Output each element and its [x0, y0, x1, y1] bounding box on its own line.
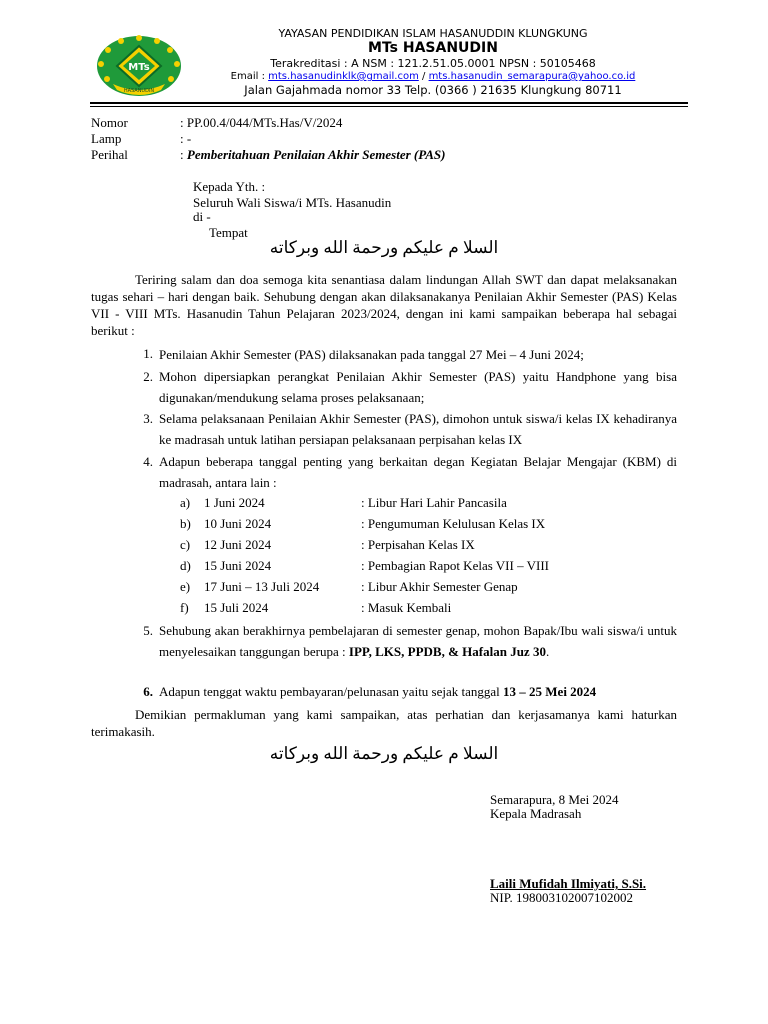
logo-subtext: HASANUDIN [123, 88, 155, 94]
item-text: Adapun tenggat waktu pembayaran/pelunasan yaitu sejak tanggal [159, 684, 500, 699]
date-description: : Perpisahan Kelas IX [361, 537, 475, 552]
item-number: 5. [143, 623, 153, 638]
item-text: Sehubung akan berakhirnya pembelajaran di semester genap, mohon Bapak/Ibu wali siswa/i untuk menyelesaikan tanggungan berupa : [159, 623, 677, 659]
date-description: : Masuk Kembali [361, 600, 452, 615]
recipient-line1: Kepada Yth. : [193, 179, 266, 194]
signatory-name: Laili Mufidah Ilmiyati, S.Si. [490, 876, 647, 891]
opening-paragraph: Teriring salam dan doa semoga kita senantiasa dalam lindungan Allah SWT dan dapat melaksanakan tugas sehari – hari dengan baik. Sehubung dengan akan dilaksanakanya Penilaian Akhir Semester (PAS) Kelas VII - VIII MTs. Hasanudin Tahun Pelajaran 2023/2024, dengan ini kami sampaikan beberapa hal sebagai berikut : [91, 272, 677, 338]
date-letter: b) [180, 516, 191, 531]
list-item: Mohon dipersiapkan perangkat Penilaian Akhir Semester (PAS) yaitu Handphone yang bisa digunakan/mendukung selama proses pelaksanaan; [159, 369, 677, 405]
perihal-value [180, 147, 445, 163]
date-letter: d) [180, 558, 191, 573]
date-letter: c) [180, 537, 191, 552]
address: Jalan Gajahmada nomor 33 Telp. (0366 ) 21635 Klungkung 80711 [244, 83, 622, 97]
lamp-label: Lamp [91, 131, 122, 146]
item-text-bold: 13 – 25 Mei 2024 [503, 684, 597, 699]
date-description: : Libur Hari Lahir Pancasila [361, 495, 507, 510]
date-value: 12 Juni 2024 [204, 537, 272, 552]
header-rule-thick [90, 102, 688, 104]
foundation-name: YAYASAN PENDIDIKAN ISLAM HASANUDDIN KLUNGKUNG [278, 27, 588, 40]
lamp-value: : - [180, 131, 192, 146]
header-rule-thin [90, 106, 688, 107]
list-item: Adapun beberapa tanggal penting yang berkaitan degan Kegiatan Belajar Mengajar (KBM) di madrasah, antara lain : [159, 454, 677, 490]
recipient-line4: Tempat [209, 225, 248, 240]
signatory-nip: NIP. 198003102007102002 [490, 890, 634, 905]
item-number: 3. [143, 411, 153, 426]
date-letter: a) [180, 495, 191, 510]
perihal-label: Perihal [91, 147, 128, 162]
date-value: 10 Juni 2024 [204, 516, 272, 531]
email-separator: / [422, 71, 426, 82]
school-name: MTs HASANUDIN [368, 40, 498, 56]
email-line [190, 71, 676, 82]
item-number: 6. [143, 684, 153, 699]
item-text-end: . [545, 644, 550, 659]
email-label: Email : [230, 71, 265, 82]
email-link-gmail[interactable]: mts.hasanudinklk@gmail.com [268, 71, 419, 82]
perihal-subject: Pemberitahuan Penilaian Akhir Semester (PAS) [186, 147, 446, 162]
date-letter: e) [180, 579, 191, 594]
perihal-colon: : [180, 147, 184, 162]
date-description: : Pengumuman Kelulusan Kelas IX [361, 516, 546, 531]
recipient-line3: di - [193, 209, 211, 224]
recipient-line2: Seluruh Wali Siswa/i MTs. Hasanudin [193, 195, 392, 210]
signatory-title: Kepala Madrasah [490, 806, 582, 821]
list-item [159, 681, 677, 702]
date-value: 15 Juni 2024 [204, 558, 272, 573]
date-value: 15 Juli 2024 [204, 600, 269, 615]
item-number: 4. [143, 454, 153, 469]
date-letter: f) [180, 600, 189, 615]
date-value: 17 Juni – 13 Juli 2024 [204, 579, 320, 594]
closing-paragraph: Demikian permakluman yang kami sampaikan, atas perhatian dan kerjasamanya kami haturkan terimakasih. [91, 707, 677, 739]
date-value: 1 Juni 2024 [204, 495, 265, 510]
email-link-yahoo[interactable]: mts.hasanudin_semarapura@yahoo.co.id [428, 71, 636, 82]
arabic-closing: السلا م عليكم ورحمة الله وبركاته [269, 744, 499, 763]
arabic-greeting: السلا م عليكم ورحمة الله وبركاته [269, 238, 499, 257]
school-logo [95, 34, 183, 98]
item-number: 1. [143, 346, 153, 361]
nomor-value: : PP.00.4/044/MTs.Has/V/2024 [180, 115, 343, 130]
date-description: : Pembagian Rapot Kelas VII – VIII [361, 558, 549, 573]
list-item: Selama pelaksanaan Penilaian Akhir Semester (PAS), dimohon untuk siswa/i kelas IX kehadiranya ke madrasah untuk latihan persiapan pelaksanaan perpisahan kelas IX [159, 411, 677, 447]
place-date: Semarapura, 8 Mei 2024 [490, 792, 619, 807]
accreditation: Terakreditasi : A NSM : 121.2.51.05.0001 NPSN : 50105468 [270, 57, 596, 70]
list-item: Penilaian Akhir Semester (PAS) dilaksanakan pada tanggal 27 Mei – 4 Juni 2024; [159, 347, 584, 362]
logo-text: MTs [128, 62, 150, 73]
date-description: : Libur Akhir Semester Genap [361, 579, 518, 594]
item-number: 2. [143, 369, 153, 384]
list-item [159, 620, 677, 662]
item-text-bold: IPP, LKS, PPDB, & Hafalan Juz 30 [348, 644, 546, 659]
nomor-label: Nomor [91, 115, 128, 130]
